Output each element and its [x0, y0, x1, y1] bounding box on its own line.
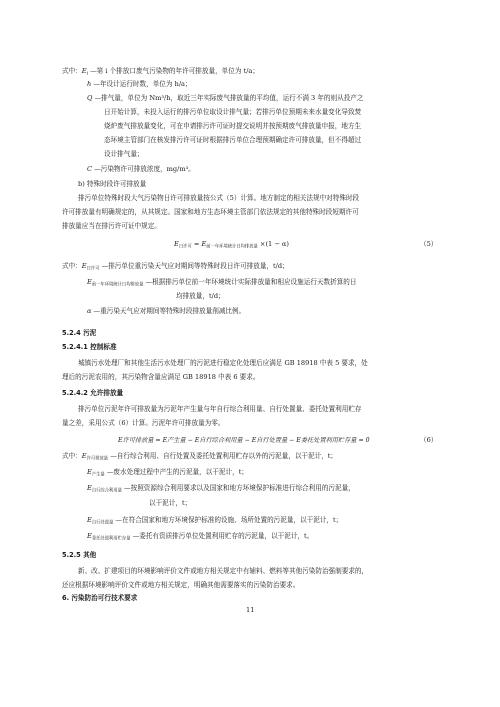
text-line: Q —排气量，单位为 Nm³/h，取近三年实际废气排放量的平均值，运行不满 3 年的则从投产之 — [87, 94, 364, 102]
paragraph-line: 排污单位污泥年许可排放量为污泥年产生量与年自行综合利用量、自行处置量、委托处置利用贮存 — [78, 405, 362, 413]
paragraph-line: 理后的污泥农用的，其污染物含量应满足 GB 18918 中表 6 要求。 — [62, 373, 260, 381]
formula-number: （6） — [420, 436, 438, 444]
text-line: 均排放量，t/d； — [176, 292, 225, 300]
text-line: $E_{自行综合利用量}$ —按照资源综合利用要求以及国家和地方环境保护标准进行综合利用的污泥量， — [87, 484, 355, 494]
text-line: $E_{产生量}$ —废水处理过程中产生的污泥量，以干泥计，t； — [87, 468, 248, 478]
paragraph-line: 量之差，采用公式（6）计算。污泥年许可排放量为零。 — [62, 419, 225, 427]
text-line: α —重污染天气应对期间等特殊时段排放量削减比例。 — [87, 307, 246, 315]
text-line: 以干泥计，t； — [149, 499, 192, 507]
text-line: 日开始计算，未投入运行的排污单位取设计排气量；若排污单位预期未来水量变化导致焚 — [104, 108, 362, 116]
paragraph-line: 许可排放量有明确规定的，从其规定。国家和地方生态环境主管部门依法规定的其他特殊时段短期许可 — [62, 208, 359, 216]
paragraph-line: 新、改、扩建项目的环境影响评价文件或地方相关规定中有辅料、燃料等其他污染防治强制要求的， — [78, 567, 369, 575]
text-line: h —年设计运行时数，单位为 h/a； — [87, 80, 192, 88]
paragraph-line: 城镇污水处理厂和其他生活污水处理厂的污泥进行稳定化处理后应满足 GB 18918 中表 5 要求，处 — [78, 359, 368, 367]
text-line: $E_{前一年环境统计日均排放量}$ —根据排污单位前一年环境统计实际排放量和相应设施运行天数折算的日 — [87, 278, 357, 288]
formula-number: （5） — [420, 240, 438, 248]
paragraph-line: 排放量应当在排污许可证中规定。 — [62, 222, 161, 230]
formula-5: $E_{日许可} = E_{前一年环境统计日均排放量} \times(1 - \alpha)$ — [174, 240, 289, 250]
text-line: 烧炉废气排放量变化，可在申请排污许可证时提交说明并按预期废气排放量申报，地方生 — [104, 122, 362, 130]
paragraph-line: 排污单位特殊时段大气污染物日许可排放量按公式（5）计算。地方制定的相关法规中对特殊时段 — [78, 194, 360, 202]
text-line: 式中：$E_{许可排放量}$ —自行综合利用、自行处置及委托处置利用贮存以外的污泥量，以干泥计，t； — [62, 452, 338, 462]
chapter-heading: 6. 污染防治可行技术要求 — [62, 594, 138, 602]
text-line: C —污染物许可排放浓度，mg/m³。 — [87, 165, 195, 173]
subsection-heading: 5.2.4.2 允许排放量 — [62, 389, 124, 397]
section-heading: 5.2.4 污泥 — [62, 329, 97, 337]
paragraph-line: 还应根据环境影响评价文件或地方相关规定，明确其他需要落实的污染防治要求。 — [62, 581, 300, 589]
text-line: 设计排气量； — [104, 150, 144, 158]
formula-6: E许可排放量 = E产生量 − E自行综合利用量 − E自行处置量 − E委托处置利用贮存量 = 0 — [118, 437, 370, 444]
text-line: 式中：$E_{日许可}$ —排污单位重污染天气应对期间等特殊时段日许可排放量，t/d； — [62, 262, 289, 272]
page-number: 11 — [246, 606, 255, 614]
list-heading: b) 特殊时段许可排放量 — [78, 180, 147, 188]
text-line: 态环境主管部门在核发排污许可证时根据排污单位合理预期确定许可排放量，但不得超过 — [104, 136, 362, 144]
subsection-heading: 5.2.4.1 控制标准 — [62, 343, 117, 351]
text-line: $E_{委托处置利用贮存量}$ —委托有资质排污单位处置利用贮存的污泥量，以干泥计，t。 — [87, 532, 314, 542]
text-line: $E_{自行处置量}$ —在符合国家和地方环境保护标准的设施、场所处置的污泥量，以干泥计，t； — [87, 516, 343, 526]
section-heading: 5.2.5 其他 — [62, 551, 97, 559]
text-line: 式中：$E_i$ —第 i 个排放口废气污染物的年许可排放量，单位为 t/a； — [62, 67, 259, 77]
